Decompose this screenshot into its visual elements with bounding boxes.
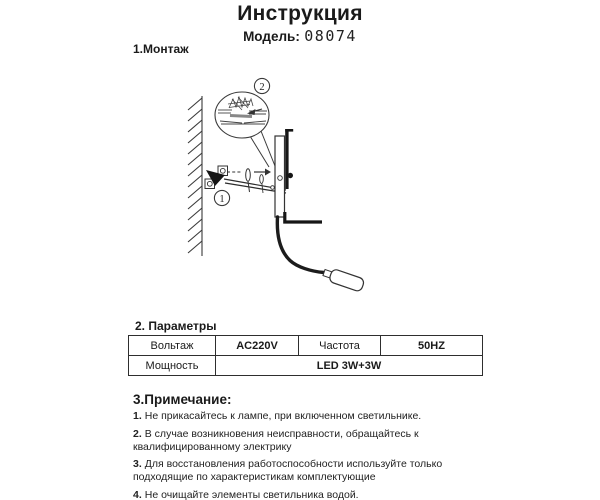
frequency-label-cell: Частота: [299, 336, 381, 356]
step-1-marker: [214, 190, 229, 205]
step-2-marker: [254, 78, 269, 93]
installation-diagram: [170, 58, 410, 320]
svg-text:1: 1: [219, 193, 225, 205]
note-item: [133, 458, 491, 484]
lamp-backplate: [275, 136, 285, 217]
table-row: [129, 356, 483, 376]
wall: [188, 96, 202, 256]
note-number: 1.: [133, 410, 142, 422]
lamp-arm: [285, 212, 322, 222]
svg-text:2: 2: [259, 81, 265, 93]
note-item: [133, 428, 491, 454]
note-text: Не очищайте элементы светильника водой.: [144, 488, 359, 500]
lamp-head: [322, 266, 365, 292]
note-text: В случае возникновения неисправности, обращайтесь к квалифицированному электрику: [133, 427, 419, 453]
power-label-cell: Мощность: [129, 356, 216, 376]
voltage-label-cell: Вольтаж: [129, 336, 216, 356]
frequency-value-cell: 50HZ: [381, 336, 483, 356]
note-number: 4.: [133, 488, 142, 500]
voltage-value-cell: AC220V: [216, 336, 299, 356]
section-params-heading: 2. Параметры: [135, 319, 217, 333]
note-text: Не прикасайтесь к лампе, при включенном светильнике.: [144, 410, 422, 422]
section-montage-heading: 1.Монтаж: [133, 42, 189, 56]
note-number: 2.: [133, 427, 142, 440]
callout-balloon: [215, 92, 275, 167]
lamp-vertical-bar: [285, 129, 293, 189]
note-item: [133, 410, 491, 423]
note-text: Для восстановления работоспособности используйте только подходящие по характеристикам комплектующие: [133, 458, 443, 484]
arrow-right-icon: [265, 169, 271, 176]
params-table: [128, 335, 483, 376]
section-notes-heading: 3.Примечание:: [133, 392, 232, 407]
page-title: Инструкция: [237, 2, 363, 25]
wall-bracket: [205, 166, 228, 189]
note-number: 3.: [133, 458, 142, 471]
table-row: [129, 336, 483, 356]
model-label: Модель:: [243, 29, 300, 44]
model-line: [0, 27, 600, 46]
notes-list: [133, 410, 491, 500]
flexible-cable: [277, 217, 324, 273]
note-item: [133, 489, 491, 500]
power-value-cell: LED 3W+3W: [216, 356, 483, 376]
model-number: 08074: [304, 27, 357, 45]
